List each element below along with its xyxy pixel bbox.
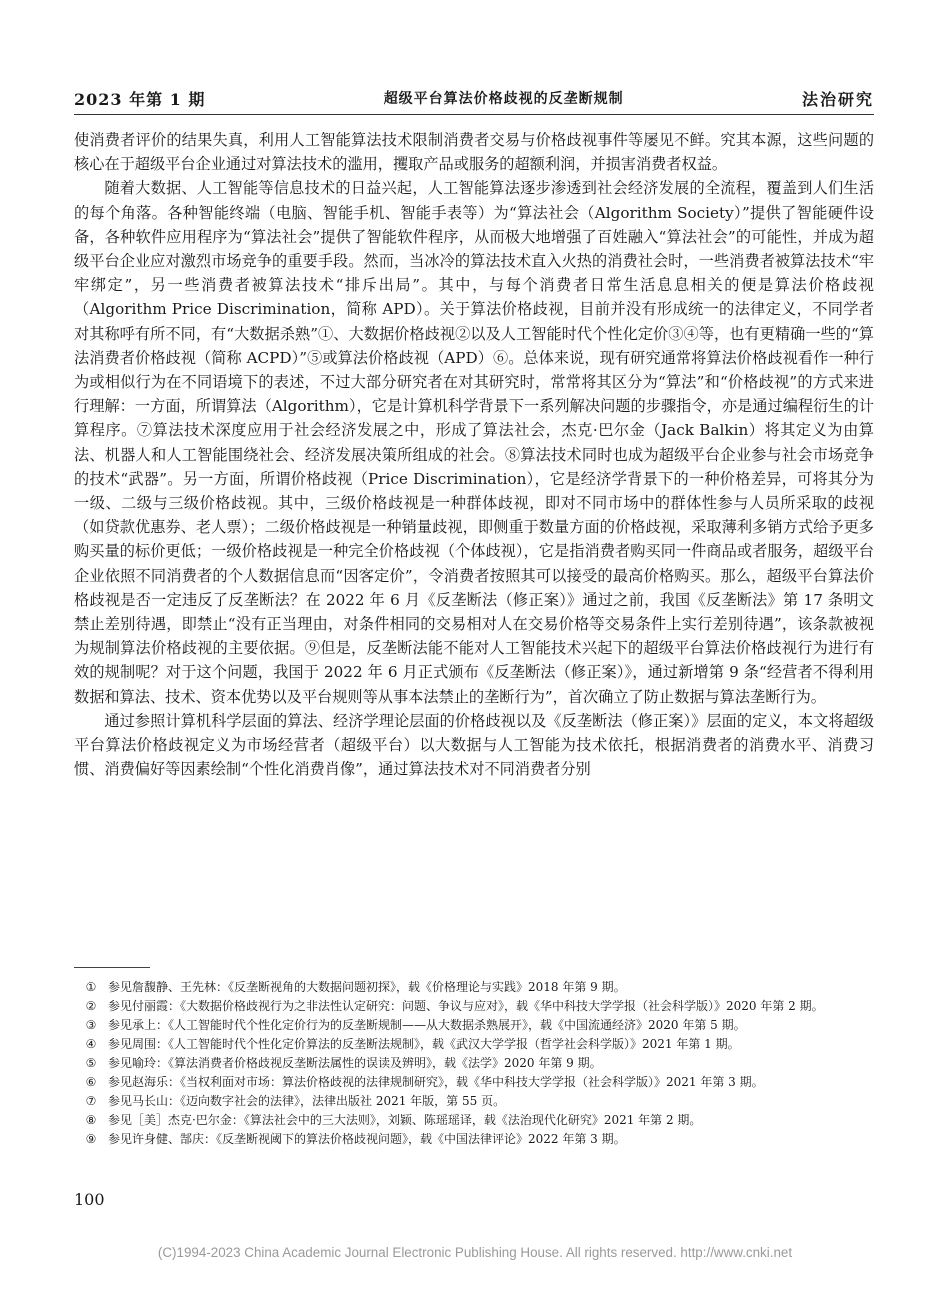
footnote-divider: [74, 967, 150, 968]
footnote-text: 参见马长山：《迈向数字社会的法律》，法律出版社 2021 年版，第 55 页。: [108, 1094, 506, 1108]
footnote: [74, 1092, 874, 1111]
footnote: [74, 1073, 874, 1092]
running-header: [74, 86, 874, 110]
copyright-notice: (C)1994-2023 China Academic Journal Electronic Publishing House. All rights reserved. http://www.cnki.net: [157, 1245, 793, 1260]
footnote: [74, 1130, 874, 1149]
page-number: 100: [74, 1190, 105, 1209]
journal-name: 法治研究: [801, 89, 874, 109]
header-divider: [74, 114, 874, 115]
footnote: [74, 1111, 874, 1130]
footnote-text: 参见许身健、郜庆：《反垄断视阈下的算法价格歧视问题》，载《中国法律评论》2022 年第 3 期。: [108, 1132, 626, 1146]
issue-label: 2023 年第 1 期: [74, 89, 206, 109]
footnote-mark: ②: [85, 999, 97, 1013]
footnote-text: 参见承上：《人工智能时代个性化定价行为的反垄断规制——从大数据杀熟展开》，载《中国流通经济》2020 年第 5 期。: [108, 1018, 746, 1032]
footnote: [74, 1016, 874, 1035]
footnote-text: 参见周围：《人工智能时代个性化定价算法的反垄断法规制》，载《武汉大学学报（哲学社会科学版）》2021 年第 1 期。: [108, 1037, 740, 1051]
footnote-mark: ⑦: [85, 1094, 97, 1108]
footnote-mark: ⑥: [85, 1075, 97, 1089]
footnote-mark: ④: [85, 1037, 97, 1051]
running-title: 超级平台算法价格歧视的反垄断规制: [383, 91, 624, 107]
footnote-mark: ⑤: [85, 1056, 97, 1070]
footnote: [74, 1035, 874, 1054]
footnote-mark: ⑨: [85, 1132, 97, 1146]
footnote-text: 参见詹馥静、王先林：《反垄断视角的大数据问题初探》，载《价格理论与实践》2018 年第 9 期。: [108, 980, 626, 994]
footnote: [74, 997, 874, 1016]
paragraph: 随着大数据、人工智能等信息技术的日益兴起，人工智能算法逐步渗透到社会经济发展的全流程，覆盖到人们生活的每个角落。各种智能终端（电脑、智能手机、智能手表等）为“算法社会（Algorithm Society）”提供了智能硬件设备，各种软件应用程序为“算法社会”提供了智能软件程序，从而极大地增强了百姓融入“算法社会”的可能性，并成为超级平台企业应对激烈市场竞争的重要手段。然而，当冰冷的算法技术直入火热的消费社会时，一些消费者被算法技术“牢牢绑定”，另一些消费者被算法技术“排斥出局”。其中，与每个消费者日常生活息息相关的便是算法价格歧视（Algorithm Price Discrimination，简称 APD）。关于算法价格歧视，目前并没有形成统一的法律定义，不同学者对其称呼有所不同，有“大数据杀熟”①、大数据价格歧视②以及人工智能时代个性化定价③④等，也有更精确一些的“算法消费者价格歧视（简称 ACPD）”⑤或算法价格歧视（APD）⑥。总体来说，现有研究通常将算法价格歧视看作一种行为或相似行为在不同语境下的表述，不过大部分研究者在对其研究时，常常将其区分为“算法”和“价格歧视”的方式来进行理解：一方面，所谓算法（Algorithm），它是计算机科学背景下一系列解决问题的步骤指令，亦是通过编程衍生的计算程序。⑦算法技术深度应用于社会经济发展之中，形成了算法社会，杰克·巴尔金（Jack Balkin）将其定义为由算法、机器人和人工智能围绕社会、经济发展决策所组成的社会。⑧算法技术同时也成为超级平台企业参与社会市场竞争的技术“武器”。另一方面，所谓价格歧视（Price Discrimination），它是经济学背景下的一种价格差异，可将其分为一级、二级与三级价格歧视。其中，三级价格歧视是一种群体歧视，即对不同市场中的群体性参与人员所采取的歧视（如贷款优惠券、老人票）；二级价格歧视是一种销量歧视，即侧重于数量方面的价格歧视，采取薄利多销方式给予更多购买量的标价更低；一级价格歧视是一种完全价格歧视（个体歧视），它是指消费者购买同一件商品或者服务，超级平台企业依照不同消费者的个人数据信息而“因客定价”，令消费者按照其可以接受的最高价格购买。那么，超级平台算法价格歧视是否一定违反了反垄断法？在 2022 年 6 月《反垄断法（修正案）》通过之前，我国《反垄断法》第 17 条明文禁止差别待遇，即禁止“没有正当理由，对条件相同的交易相对人在交易价格等交易条件上实行差别待遇”，该条款被视为规制算法价格歧视的主要依据。⑨但是，反垄断法能不能对人工智能技术兴起下的超级平台算法价格歧视行为进行有效的规制呢？对于这个问题，我国于 2022 年 6 月正式颁布《反垄断法（修正案）》，通过新增第 9 条“经营者不得利用数据和算法、技术、资本优势以及平台规则等从事本法禁止的垄断行为”，首次确立了防止数据与算法垄断行为。: [74, 179, 874, 706]
footnote-mark: ⑧: [85, 1113, 97, 1127]
footnote: [74, 978, 874, 997]
footnote-text: 参见赵海乐：《当权利面对市场：算法价格歧视的法律规制研究》，载《华中科技大学学报（社会科学版）》2021 年第 3 期。: [108, 1075, 764, 1089]
footnotes: [74, 978, 874, 1149]
article-body: [74, 128, 874, 781]
footnote-mark: ①: [85, 980, 97, 994]
paragraph: 通过参照计算机科学层面的算法、经济学理论层面的价格歧视以及《反垄断法（修正案）》层面的定义，本文将超级平台算法价格歧视定义为市场经营者（超级平台）以大数据与人工智能为技术依托，根据消费者的消费水平、消费习惯、消费偏好等因素绘制“个性化消费肖像”，通过算法技术对不同消费者分别: [74, 711, 874, 779]
footnote-text: 参见付丽霞：《大数据价格歧视行为之非法性认定研究：问题、争议与应对》，载《华中科技大学学报（社会科学版）》2020 年第 2 期。: [108, 999, 824, 1013]
paragraph-continued: 使消费者评价的结果失真，利用人工智能算法技术限制消费者交易与价格歧视事件等屡见不鲜。究其本源，这些问题的核心在于超级平台企业通过对算法技术的滥用，攫取产品或服务的超额利润，并损害消费者权益。: [74, 131, 874, 174]
footnote-text: 参见喻玲：《算法消费者价格歧视反垄断法属性的误读及辨明》，载《法学》2020 年第 9 期。: [108, 1056, 602, 1070]
footnote-text: 参见［美］杰克·巴尔金：《算法社会中的三大法则》，刘颖、陈瑶瑶译，载《法治现代化研究》2021 年第 2 期。: [108, 1113, 702, 1127]
footnote-mark: ③: [85, 1018, 97, 1032]
footnote: [74, 1054, 874, 1073]
